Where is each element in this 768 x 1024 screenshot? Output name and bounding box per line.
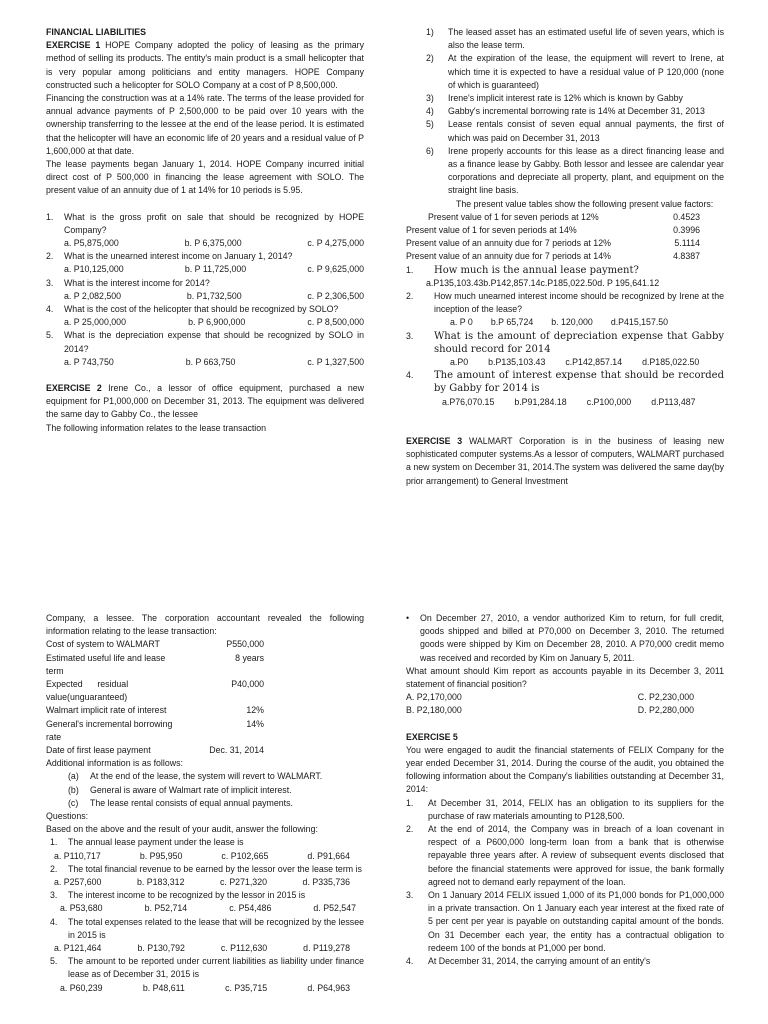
lease-fact-item: 5) Lease rentals consist of seven equal annual payments, the first of which was paid on December 31, 2013 (426, 119, 724, 143)
bullet-icon: • (406, 613, 410, 623)
exercise-3-paragraph: WALMART Corporation is in the business of leasing new sophisticated computer systems.As a lessor of computers, WALMART purchased a new system on December 31, 2014.The system was delivered the same day(by prior arrangement) to General Investment (406, 435, 724, 486)
exercise-2-heading: EXERCISE 2 (46, 383, 102, 394)
lease-fact-item: 2) At the expiration of the lease, the equipment will revert to Irene, at which time it is expected to have a residual value of P 120,000 (none of which is guaranteed) (426, 53, 724, 90)
answer-options: a. P 0 b.P 65,724 b. 120,000 d.P415,157.50 (450, 317, 669, 328)
lease-info-table (46, 638, 364, 757)
exercise-3-text (406, 435, 724, 488)
lease-fact-item: 6) Irene properly accounts for this lease as a direct financing lease and as a finance lease by Gabby. Both lessor and lessee are calendar year corporations and depreciate all property, plant, and equipment on the straight line basis. (426, 145, 724, 196)
question-item: 2. How much unearned interest income should be recognized by Irene at the inception of the lease? (406, 291, 724, 315)
pv-intro: The present value tables show the following present value factors: (456, 198, 714, 209)
question-item: 1. What is the gross profit on sale that should be recognized by HOPE Company? (46, 211, 364, 235)
column-bottom-right (406, 612, 724, 968)
question-item: 2. What is the unearned interest income on January 1, 2014? (46, 251, 293, 262)
answer-options: a. P110,717 b. P95,950 c. P102,665 d. P91,664 (54, 850, 350, 861)
lease-fact-item: 1) The leased asset has an estimated useful life of seven years, which is also the lease term. (426, 27, 724, 51)
pv-table (406, 211, 724, 264)
question-item: 2. The total financial revenue to be earned by the lessor over the lease term is (50, 863, 362, 874)
exercise-5-paragraph: You were engaged to audit the financial statements of FELIX Company for the year ended December 31, 2014. During the course of the audit, you obtained the following information about the Company's liabilities outstanding at December 31, 2014: (406, 744, 724, 795)
exercise-1-paragraph-1: HOPE Company adopted the policy of leasing as the primary method of selling its products. The entity's main product is a small helicopter that is very popular among politicians and entity managers. HOPE Company constructed such a helicopter for SOLO Company at a cost of P 8,500,000. (46, 40, 364, 90)
pv-row: Present value of 1 for seven periods at 12% 0.4523 (428, 211, 700, 222)
lease-fact-item: 4) Gabby's incremental borrowing rate is 14% at December 31, 2013 (426, 106, 705, 117)
question-item: 3. The interest income to be recognized by the lessor in 2015 is (50, 890, 306, 901)
column-top-right (406, 26, 724, 488)
exercise-1-text (46, 39, 364, 92)
kim-question: What amount should Kim report as accounts payable in its December 3, 2011 statement of financial position? (406, 665, 724, 690)
answer-options: a. P 743,750 b. P 663,750 c. P 1,327,500 (64, 356, 364, 367)
answer-options: a.P135,103.43b.P142,857.14c.P185,022.50d. P 195,641.12 (426, 277, 660, 288)
liability-item: 3. On 1 January 2014 FELIX issued 1,000 of its P1,000 bonds for P1,000,000 in a private transaction. On 1 January each year interest at the fixed rate of 5 per cent per year is payable on outstanding capital amount of the bonds. On 31 December each year, the entity has a contractual obligation to redeem 100 of the bonds at P1,000 per bond. (406, 890, 724, 953)
exercise-2-text (46, 382, 364, 422)
question-item: 1. The annual lease payment under the lease is (50, 837, 244, 848)
lease-info-row: General's incremental borrowing rate 14% (46, 718, 264, 742)
section-title: FINANCIAL LIABILITIES (46, 27, 147, 37)
exercise-1-questions (46, 211, 364, 369)
answer-options: a. P121,464 b. P130,792 c. P112,630 d. P119,278 (54, 943, 350, 954)
answer-options: B. P2,180,000 D. P2,280,000 (406, 705, 694, 716)
column-top-left (46, 26, 364, 435)
question-item: 3. What is the interest income for 2014? (46, 277, 210, 288)
answer-options: a. P 25,000,000 b. P 6,900,000 c. P 8,500,000 (64, 317, 364, 328)
liability-item: 1. At December 31, 2014, FELIX has an obligation to its suppliers for the purchase of raw materials amounting to P128,500. (406, 797, 724, 821)
answer-options: a. P53,680 b. P52,714 c. P54,486 d. P52,547 (60, 903, 356, 914)
answer-options: a. P5,875,000 b. P 6,375,000 c. P 4,275,000 (64, 238, 364, 249)
question-item: 5. What is the depreciation expense that should be recognized by SOLO in 2014? (46, 330, 364, 354)
exercise-2-paragraph-1: Irene Co., a lessor of office equipment, purchased a new equipment for P1,000,000 on December 31, 2013. The equipment was delivered the same day to Gabby Co., the lessee (46, 383, 364, 420)
exercise-5-heading: EXERCISE 5 (406, 731, 458, 742)
additional-info-item: (c) The lease rental consists of equal annual payments. (68, 797, 293, 808)
exercise-3-heading: EXERCISE 3 (406, 435, 463, 446)
lease-info-row: value(unguaranteed) (46, 692, 128, 703)
exercise-1-heading: EXERCISE 1 (46, 40, 101, 51)
question-item: 4. The total expenses related to the lease that will be recognized by the lessee in 2015 is (50, 916, 364, 940)
additional-info-item: (b) General is aware of Walmart rate of implicit interest. (68, 784, 292, 795)
lease-info-row: Expected residual P40,000 (46, 679, 264, 690)
answer-options: a. P60,239 b. P48,611 c. P35,715 d. P64,963 (60, 982, 350, 993)
liability-item: 2. At the end of 2014, the Company was in breach of a loan covenant in respect of a P600,000 long-term loan from a bank that is otherwise repayable three years after. A review of subsequent events disclosed that before the financial statements were approved for issue, the bank formally agreed not to demand early repayment of the loan. (406, 824, 724, 887)
question-item: 1. How much is the annual lease payment? (406, 264, 639, 276)
pv-row: Present value of an annuity due for 7 periods at 14% 4.8387 (406, 251, 700, 262)
lease-info-row: Date of first lease payment Dec. 31, 2014 (46, 745, 264, 756)
exercise-1-paragraph-2: Financing the construction was at a 14% rate. The terms of the lease provided for annual advance payments of P 2,500,000 to be paid over 10 years with the ownership transferring to the lessee at the end of the lease period. It is estimated that the helicopter will have an economic life of 20 years and a residual value of P 1,600,000 at that date. (46, 93, 364, 156)
question-item: 3. What is the amount of depreciation expense that Gabby should record for 2014 (406, 330, 724, 355)
liability-item: 4. At December 31, 2014, the carrying amount of an entity's (406, 956, 651, 967)
question-item: 5. The amount to be reported under current liabilities as liability under finance lease as of December 31, 2015 is (50, 956, 364, 980)
exercise-1-paragraph-3: The lease payments began January 1, 2014. HOPE Company incurred initial direct cost of P 500,000 in financing the lease agreement with SOLO. The present value of an annuity due of 1 at 14% for 10 periods is 5.95. (46, 159, 364, 196)
lease-info-row: Walmart implicit rate of interest 12% (46, 705, 264, 716)
questions-label: Questions: (46, 811, 89, 822)
exercise-2-paragraph-2: The following information relates to the lease transaction (46, 422, 267, 433)
answer-options: a.P0 b.P135,103.43 c.P142,857.14 d.P185,022.50 (450, 357, 700, 368)
answer-options: a. P10,125,000 b. P 11,725,000 c. P 9,625,000 (64, 264, 364, 275)
pv-row: Present value of an annuity due for 7 periods at 12% 5.1114 (406, 238, 700, 249)
lease-info-row: Estimated useful life and lease term 8 years (46, 652, 264, 676)
bullet-item: • On December 27, 2010, a vendor authorized Kim to return, for full credit, goods shipped and billed at P70,000 on December 3, 2010. The returned goods were shipped by Kim on December 28, 2010. A P70,000 credit memo was received and recorded by Kim on January 5, 2011. (406, 612, 724, 665)
answer-options: a. P257,600 b. P183,312 c. P271,320 d. P335,736 (54, 877, 350, 888)
answer-options: a.P76,070.15 b.P91,284.18 c.P100,000 d.P113,487 (442, 396, 696, 407)
lease-info-row: Cost of system to WALMART P550,000 (46, 639, 264, 650)
instructions: Based on the above and the result of your audit, answer the following: (46, 824, 318, 835)
exercise-3-continued: Company, a lessee. The corporation accountant revealed the following information relating to the lease transaction: (46, 613, 364, 637)
lease-fact-item: 3) Irene's implicit interest rate is 12% which is known by Gabby (426, 93, 683, 104)
answer-options: A. P2,170,000 C. P2,230,000 (406, 692, 694, 703)
additional-info-item: (a) At the end of the lease, the system will revert to WALMART. (68, 771, 323, 782)
question-item: 4. What is the cost of the helicopter that should be recognized by SOLO? (46, 304, 339, 315)
pv-row: Present value of 1 for seven periods at 14% 0.3996 (406, 225, 700, 236)
answer-options: a. P 2,082,500 b. P1,732,500 c. P 2,306,500 (64, 290, 364, 301)
question-item: 4. The amount of interest expense that should be recorded by Gabby for 2014 is (406, 370, 724, 395)
additional-info-label: Additional information is as follows: (46, 758, 183, 769)
column-bottom-left (46, 612, 364, 995)
